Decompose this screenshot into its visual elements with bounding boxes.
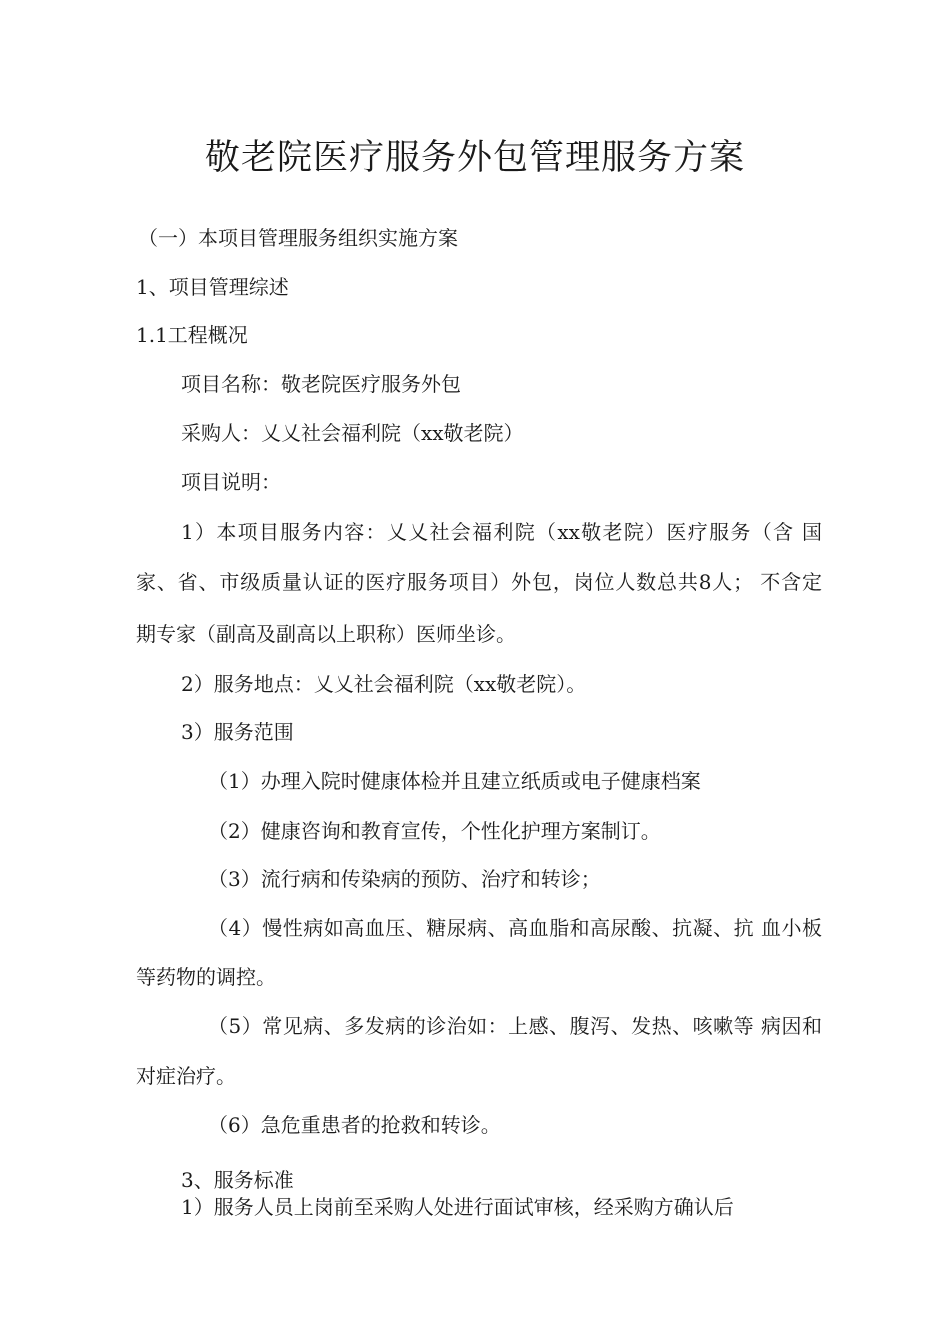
item-1-line-3: 期专家（副高及副高以上职称）医师坐诊。 [136,622,516,646]
purchaser-line: 采购人：乂乂社会福利院（xx敬老院） [181,421,524,445]
section-heading: （一）本项目管理服务组织实施方案 [138,226,458,250]
scope-item-5-line-1: （5）常见病、多发病的诊治如：上感、腹泻、发热、咳嗽等 病因和 [208,1014,822,1038]
document-title: 敬老院医疗服务外包管理服务方案 [204,138,745,178]
item-2-service-location: 2）服务地点：乂乂社会福利院（xx敬老院）。 [181,672,587,696]
item-1-line-1: 1）本项目服务内容：乂乂社会福利院（xx敬老院）医疗服务（含 国 [181,520,822,544]
scope-item-5-line-2: 对症治疗。 [136,1064,236,1088]
item-3-service-scope: 3）服务范围 [181,720,294,744]
scope-item-3: （3）流行病和传染病的预防、治疗和转诊； [208,867,601,891]
project-description-label: 项目说明： [181,470,281,494]
scope-item-4-line-2: 等药物的调控。 [136,965,276,989]
scope-item-4-line-1: （4）慢性病如高血压、糖尿病、高血脂和高尿酸、抗凝、抗 血小板 [208,916,822,940]
scope-item-2: （2）健康咨询和教育宣传，个性化护理方案制订。 [208,819,661,843]
heading-service-standards: 3、服务标准 [181,1168,294,1192]
scope-item-1: （1）办理入院时健康体检并且建立纸质或电子健康档案 [208,769,701,793]
heading-project-summary: 1.1工程概况 [136,323,248,347]
standard-item-1: 1）服务人员上岗前至采购人处进行面试审核，经采购方确认后 [181,1195,734,1219]
heading-project-overview: 1、项目管理综述 [136,275,289,299]
scope-item-6: （6）急危重患者的抢救和转诊。 [208,1113,501,1137]
item-1-line-2: 家、省、市级质量认证的医疗服务项目）外包，岗位人数总共8人； 不含定 [136,570,822,594]
project-name-line: 项目名称：敬老院医疗服务外包 [181,372,461,396]
